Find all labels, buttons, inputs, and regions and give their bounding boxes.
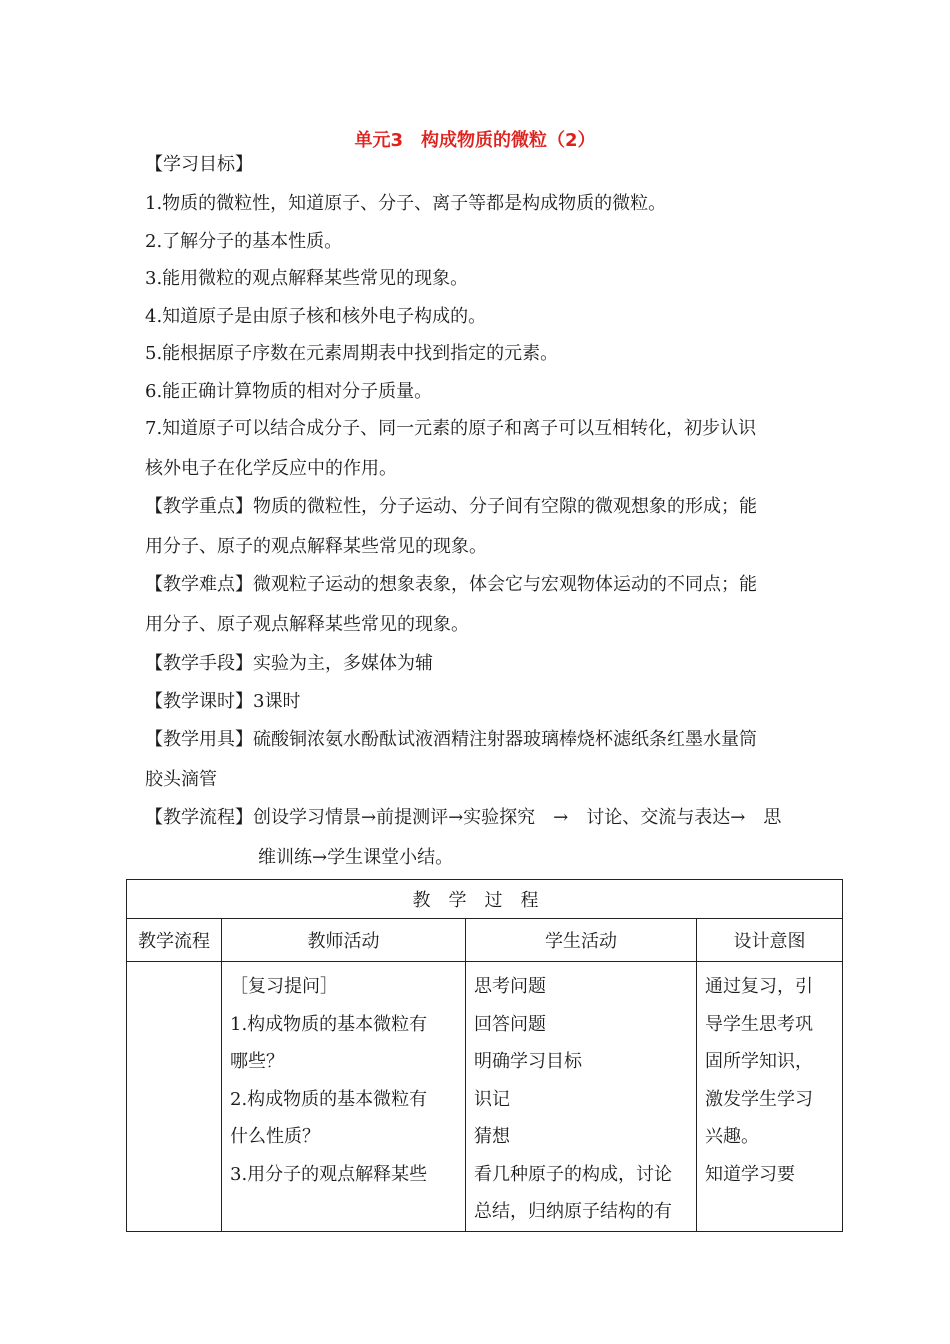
header-teacher-activity: 教师活动 <box>222 919 466 962</box>
intent-line: 通过复习，引 <box>705 976 813 997</box>
objective-7-continued: 核外电子在化学反应中的作用。 <box>145 458 397 479</box>
tools-line-1: 【教学用具】硫酸铜浓氨水酚酞试液酒精注射器玻璃棒烧杯滤纸条红墨水量筒 <box>145 729 757 750</box>
table-row <box>127 962 843 1232</box>
difficulties-line-2: 用分子、原子观点解释某些常见的现象。 <box>145 614 469 635</box>
flow-cell <box>127 962 222 1232</box>
student-line: 思考问题 <box>474 976 546 997</box>
student-line: 看几种原子的构成，讨论 <box>474 1163 672 1185</box>
objective-3: 3.能用微粒的观点解释某些常见的现象。 <box>145 268 469 289</box>
header-design-intent: 设计意图 <box>697 919 843 962</box>
teacher-line: 3.用分子的观点解释某些 <box>230 1163 428 1185</box>
teacher-line: 哪些？ <box>230 1051 284 1072</box>
objective-6: 6.能正确计算物质的相对分子质量。 <box>145 381 433 402</box>
flow-line-1: 【教学流程】创设学习情景→前提测评→实验探究 → 讨论、交流与表达→ 思 <box>145 807 782 828</box>
student-line: 明确学习目标 <box>474 1051 582 1072</box>
teaching-methods: 【教学手段】实验为主，多媒体为辅 <box>145 653 433 674</box>
objective-4: 4.知道原子是由原子核和核外电子构成的。 <box>145 306 487 327</box>
teaching-process-table <box>126 879 843 1232</box>
objective-7: 7.知道原子可以结合成分子、同一元素的原子和离子可以互相转化，初步认识 <box>145 418 757 439</box>
tools-line-2: 胶头滴管 <box>145 769 217 790</box>
header-teaching-flow: 教学流程 <box>127 919 222 962</box>
teacher-line: ［复习提问］ <box>230 976 338 997</box>
class-hours: 【教学课时】3课时 <box>145 691 301 712</box>
key-points-line-2: 用分子、原子的观点解释某些常见的现象。 <box>145 536 487 557</box>
document-title: 单元3 构成物质的微粒（2） <box>354 130 596 151</box>
objective-5: 5.能根据原子序数在元素周期表中找到指定的元素。 <box>145 343 559 364</box>
header-student-activity: 学生活动 <box>466 919 697 962</box>
difficulties-line-1: 【教学难点】微观粒子运动的想象表象，体会它与宏观物体运动的不同点；能 <box>145 574 757 595</box>
table-caption: 教学过程 <box>127 880 843 919</box>
intent-line: 固所学知识， <box>705 1051 813 1072</box>
intent-line: 知道学习要 <box>705 1163 795 1185</box>
teacher-activity-cell <box>222 962 466 1232</box>
teacher-line: 1.构成物质的基本微粒有 <box>230 1013 428 1035</box>
student-line: 总结，归纳原子结构的有 <box>474 1201 672 1222</box>
objective-2: 2.了解分子的基本性质。 <box>145 231 343 252</box>
design-intent-cell <box>697 962 843 1232</box>
student-line: 回答问题 <box>474 1013 546 1035</box>
intent-line: 导学生思考巩 <box>705 1013 813 1035</box>
intent-line: 兴趣。 <box>705 1126 759 1147</box>
teacher-line: 什么性质？ <box>230 1126 320 1147</box>
student-line: 猜想 <box>474 1126 510 1147</box>
key-points-line-1: 【教学重点】物质的微粒性，分子运动、分子间有空隙的微观想象的形成；能 <box>145 496 757 517</box>
objective-1: 1.物质的微粒性，知道原子、分子、离子等都是构成物质的微粒。 <box>145 193 667 214</box>
intent-line: 激发学生学习 <box>705 1088 813 1110</box>
student-line: 识记 <box>474 1088 510 1110</box>
objectives-heading: 【学习目标】 <box>145 154 253 175</box>
teacher-line: 2.构成物质的基本微粒有 <box>230 1088 428 1110</box>
student-activity-cell <box>466 962 697 1232</box>
flow-line-2: 维训练→学生课堂小结。 <box>258 847 454 868</box>
